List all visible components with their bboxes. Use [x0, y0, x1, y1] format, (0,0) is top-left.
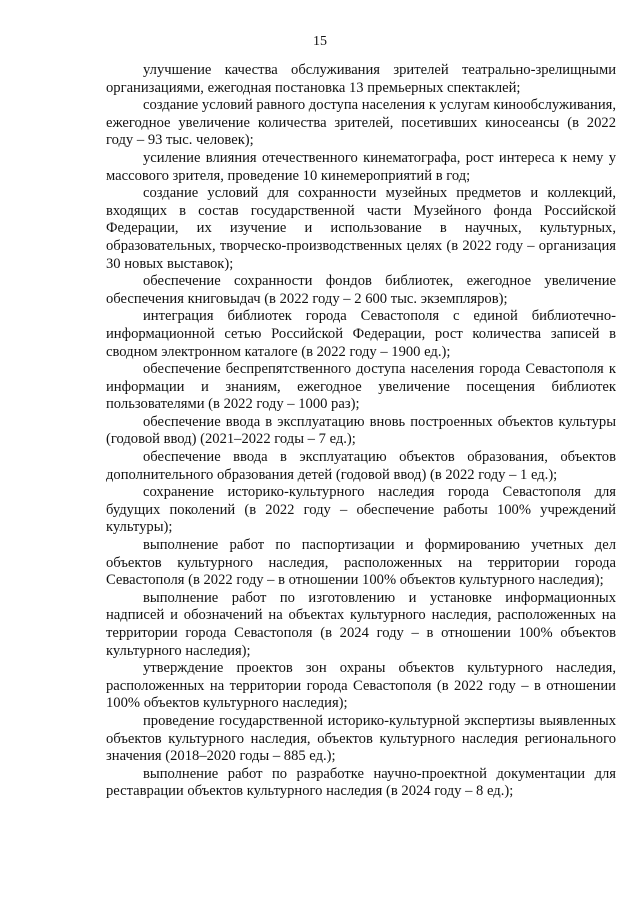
document-body — [106, 62, 616, 801]
paragraph: сохранение историко-культурного наследия города Севастополя для будущих поколений (в 2022 году – обеспечение работы 100% учреждений культуры); — [106, 484, 616, 536]
paragraph: улучшение качества обслуживания зрителей театрально-зрелищными организациями, ежегодная постановка 13 премьерных спектаклей; — [106, 62, 616, 96]
paragraph: создание условий равного доступа населения к услугам кинообслуживания, ежегодное увеличение количества зрителей, посетивших киносеансы (в 2022 году – 93 тыс. человек); — [106, 97, 616, 149]
paragraph: обеспечение беспрепятственного доступа населения города Севастополя к информации и знаниям, ежегодное увеличение посещения библиотек пользователями (в 2022 году – 1000 раз); — [106, 361, 616, 413]
paragraph: обеспечение сохранности фондов библиотек, ежегодное увеличение обеспечения книговыдач (в 2022 году – 2 600 тыс. экземпляров); — [106, 273, 616, 307]
paragraph: выполнение работ по разработке научно-проектной документации для реставрации объектов культурного наследия (в 2024 году – 8 ед.); — [106, 765, 616, 800]
paragraph: выполнение работ по паспортизации и формированию учетных дел объектов культурного наследия, расположенных на территории города Севастополя (в 2022 году – в отношении 100% объектов культурного наследия); — [106, 537, 616, 589]
paragraph: усиление влияния отечественного кинематографа, рост интереса к нему у массового зрителя, проведение 10 кинемероприятий в год; — [106, 149, 616, 184]
paragraph: интеграция библиотек города Севастополя с единой библиотечно-информационной сетью Российской Федерации, рост количества записей в сводном электронном каталоге (в 2022 году – 1900 ед.); — [106, 308, 616, 360]
paragraph: обеспечение ввода в эксплуатацию объектов образования, объектов дополнительного образования детей (годовой ввод) (в 2022 году – 1 ед.); — [106, 449, 616, 483]
paragraph: обеспечение ввода в эксплуатацию вновь построенных объектов культуры (годовой ввод) (2021–2022 годы – 7 ед.); — [106, 413, 616, 448]
paragraph: создание условий для сохранности музейных предметов и коллекций, входящих в состав государственной части Музейного фонда Российской Федерации, их изучение и использование в научных, культурных, образовательных, творческо-производственных целях (в 2022 году – организация 30 новых выставок); — [106, 185, 616, 272]
paragraph: проведение государственной историко-культурной экспертизы выявленных объектов культурного наследия, объектов культурного наследия регионального значения (2018–2020 годы – 885 ед.); — [106, 712, 616, 765]
paragraph: утверждение проектов зон охраны объектов культурного наследия, расположенных на территории города Севастополя (в 2022 году – в отношении 100% объектов культурного наследия); — [106, 660, 616, 712]
paragraph: выполнение работ по изготовлению и установке информационных надписей и обозначений на объектах культурного наследия, расположенных на территории города Севастополя (в 2024 году – в отношении 100% объектов культурного наследия); — [106, 589, 616, 659]
page-number: 15 — [313, 34, 327, 49]
